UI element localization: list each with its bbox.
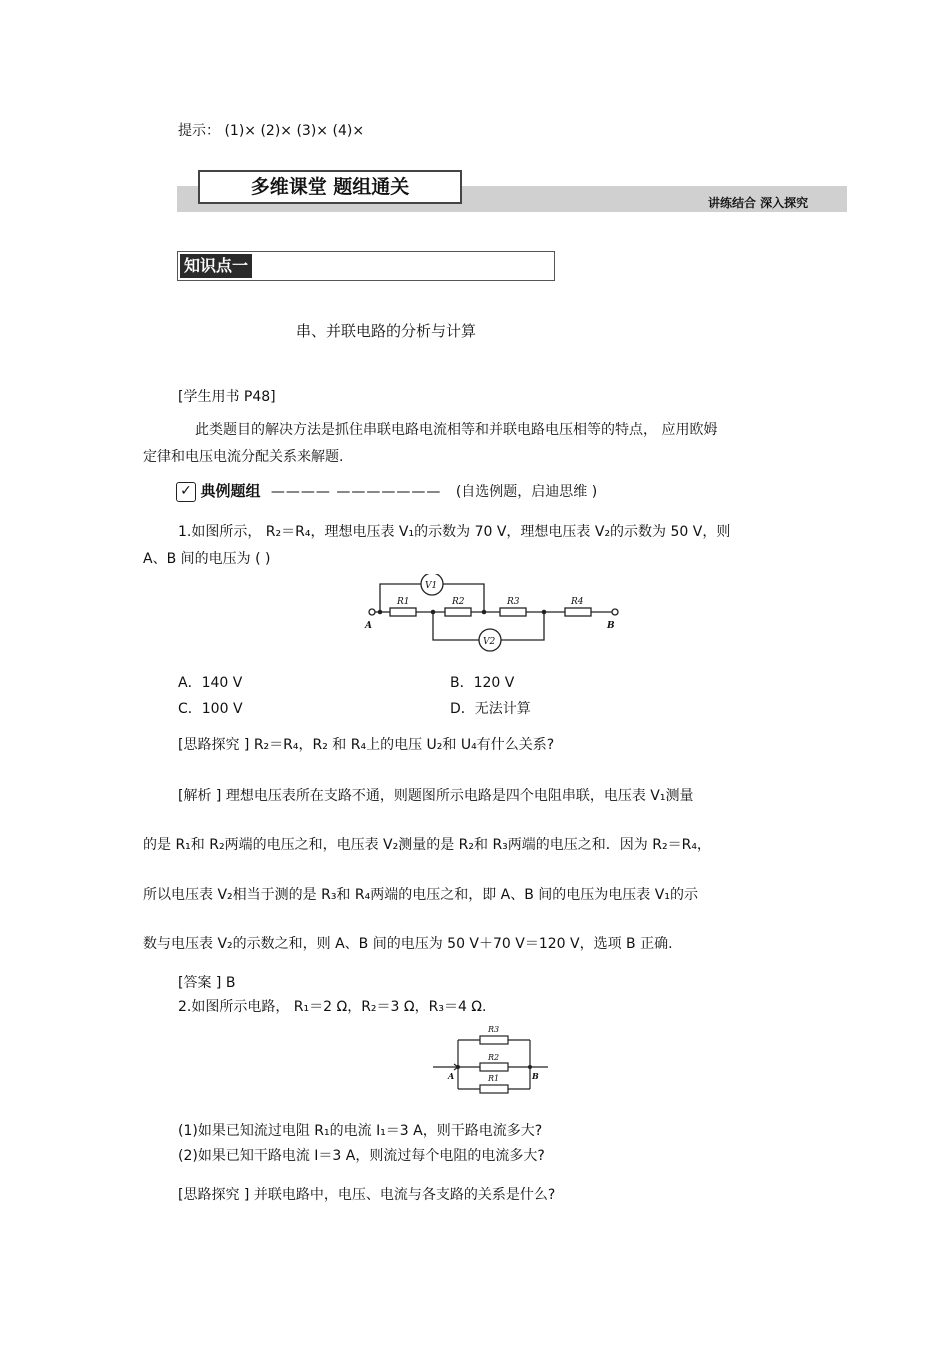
knowledge-point-label: 知识点一 bbox=[180, 254, 252, 278]
label-a: A bbox=[365, 621, 372, 631]
q1-analysis-1: [解析 ] 理想电压表所在支路不通，则题图所示电路是四个电阻串联，电压表 V₁测量 bbox=[178, 788, 694, 804]
intro-line-2: 定律和电压电流分配关系来解题. bbox=[143, 449, 344, 465]
label-r1: R1 bbox=[397, 597, 410, 607]
hint-line: 提示： (1)× (2)× (3)× (4)× bbox=[178, 123, 365, 139]
label-r3: R3 bbox=[507, 597, 520, 607]
option-d: D．无法计算 bbox=[450, 701, 531, 717]
intro-line-1: 此类题目的解决方法是抓住串联电路电流相等和并联电路电压相等的特点， 应用欧姆 bbox=[195, 422, 718, 438]
q1-line-2: A、B 间的电压为 ( ) bbox=[143, 551, 271, 567]
label-r2: R2 bbox=[452, 597, 465, 607]
q1-line-1: 1.如图所示， R₂＝R₄，理想电压表 V₁的示数为 70 V，理想电压表 V₂的示数为 50 V，则 bbox=[178, 524, 731, 540]
q2-label-b: B bbox=[532, 1071, 539, 1081]
example-group-note: (自选例题，启迪思维 ) bbox=[455, 484, 598, 500]
q2-sub-1: (1)如果已知流过电阻 R₁的电流 I₁＝3 A，则干路电流多大? bbox=[178, 1123, 543, 1139]
option-c: C．100 V bbox=[178, 701, 243, 717]
q1-answer: [答案 ] B bbox=[178, 975, 236, 991]
q1-think: [思路探究 ] R₂＝R₄，R₂ 和 R₄上的电压 U₂和 U₄有什么关系? bbox=[178, 737, 555, 753]
q2-line-1: 2.如图所示电路， R₁＝2 Ω，R₂＝3 Ω，R₃＝4 Ω. bbox=[178, 999, 487, 1015]
circuit-diagram-1 bbox=[360, 574, 630, 658]
q2-label-r2: R2 bbox=[488, 1053, 500, 1062]
q1-analysis-2: 的是 R₁和 R₂两端的电压之和，电压表 V₂测量的是 R₂和 R₃两端的电压之和．因为 R₂＝R₄， bbox=[143, 837, 711, 853]
label-r4: R4 bbox=[571, 597, 584, 607]
q1-analysis-3: 所以电压表 V₂相当于测的是 R₃和 R₄两端的电压之和，即 A、B 间的电压为电压表 V₁的示 bbox=[143, 887, 698, 903]
q2-sub-2: (2)如果已知干路电流 I＝3 A，则流过每个电阻的电流多大? bbox=[178, 1148, 545, 1164]
q1-analysis-4: 数与电压表 V₂的示数之和，则 A、B 间的电压为 50 V＋70 V＝120 V，选项 B 正确. bbox=[143, 936, 673, 952]
check-icon: ✓ bbox=[176, 482, 196, 502]
option-b: B．120 V bbox=[450, 675, 515, 691]
option-a: A．140 V bbox=[178, 675, 243, 691]
label-b: B bbox=[607, 621, 615, 631]
example-group-header bbox=[176, 480, 597, 502]
q2-label-a: A bbox=[448, 1071, 455, 1081]
example-group-label: 典例题组 bbox=[200, 482, 261, 500]
q2-label-r3: R3 bbox=[488, 1025, 500, 1034]
label-v1: V1 bbox=[425, 581, 438, 591]
circuit-diagram-2 bbox=[430, 1022, 554, 1100]
source-reference: [学生用书 P48] bbox=[178, 389, 276, 405]
banner-title: 多维课堂 题组通关 bbox=[198, 170, 462, 204]
example-group-dashes: ———— ——————— bbox=[270, 484, 442, 500]
banner-subtitle: 讲练结合 深入探究 bbox=[708, 196, 809, 210]
q2-label-r1: R1 bbox=[488, 1074, 500, 1083]
knowledge-point-box bbox=[177, 251, 555, 281]
q2-think: [思路探究 ] 并联电路中，电压、电流与各支路的关系是什么? bbox=[178, 1187, 556, 1203]
label-v2: V2 bbox=[483, 637, 496, 647]
section-title: 串、并联电路的分析与计算 bbox=[296, 322, 477, 340]
